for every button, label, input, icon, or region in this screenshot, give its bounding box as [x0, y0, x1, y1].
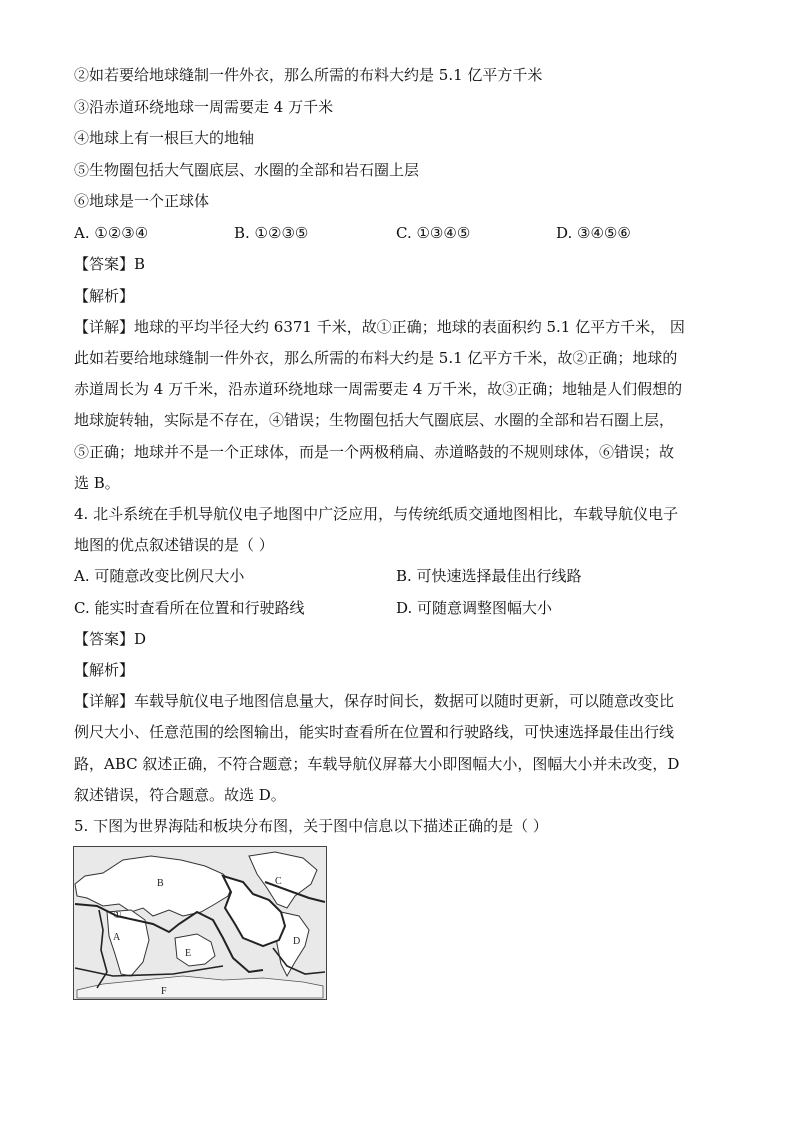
q4-option-d: D. 可随意调整图幅大小 — [396, 599, 553, 617]
q3-detail-line-2: 此如若要给地球缝制一件外衣，那么所需的布料大约是 5.1 亿平方千米，故②正确；地球的 — [74, 349, 678, 367]
map-label-e: E — [185, 948, 192, 959]
q4-answer: 【答案】D — [74, 630, 147, 648]
q3-answer: 【答案】B — [74, 255, 146, 273]
q4-detail-line-2: 例尺大小、任意范围的绘图输出，能实时查看所在位置和行驶路线，可快速选择最佳出行线 — [74, 723, 675, 741]
q3-option-c: C. ①③④⑤ — [396, 224, 471, 242]
world-plate-map — [73, 846, 327, 1000]
map-label-a: A — [113, 932, 121, 943]
q3-detail-line-3: 赤道周长为 4 万千米，沿赤道环绕地球一周需要走 4 万千米，故③正确；地轴是人们假想的 — [74, 380, 683, 398]
map-label-c: C — [275, 876, 282, 887]
q3-option-a: A. ①②③④ — [74, 224, 149, 242]
q3-detail-line-1: 【详解】地球的平均半径大约 6371 千米，故①正确；地球的表面积约 5.1 亿平方千米， 因 — [74, 318, 685, 336]
q4-stem-line-1: 4. 北斗系统在手机导航仪电子地图中广泛应用，与传统纸质交通地图相比，车载导航仪电子 — [74, 505, 679, 523]
q5-stem: 5. 下图为世界海陆和板块分布图，关于图中信息以下描述正确的是（ ） — [74, 817, 548, 835]
q4-option-a: A. 可随意改变比例尺大小 — [74, 567, 245, 585]
statement-3: ③沿赤道环绕地球一周需要走 4 万千米 — [74, 98, 334, 116]
map-label-circled-1: ① — [113, 910, 122, 921]
q4-option-b: B. 可快速选择最佳出行线路 — [396, 567, 582, 585]
q4-detail-line-4: 叙述错误，符合题意。故选 D。 — [74, 786, 286, 804]
statement-6: ⑥地球是一个正球体 — [74, 192, 210, 210]
statement-5: ⑤生物圈包括大气圈底层、水圈的全部和岩石圈上层 — [74, 161, 420, 179]
q4-detail-line-1: 【详解】车载导航仪电子地图信息量大，保存时间长，数据可以随时更新，可以随意改变比 — [74, 692, 675, 710]
q3-option-b: B. ①②③⑤ — [234, 224, 309, 242]
q4-option-c: C. 能实时查看所在位置和行驶路线 — [74, 599, 305, 617]
statement-4: ④地球上有一根巨大的地轴 — [74, 129, 255, 147]
q3-detail-line-4: 地球旋转轴，实际是不存在，④错误；生物圈包括大气圈底层、水圈的全部和岩石圈上层， — [74, 411, 675, 429]
q4-analysis-label: 【解析】 — [74, 661, 135, 679]
q3-detail-line-5: ⑤正确；地球并不是一个正球体，而是一个两极稍扁、赤道略鼓的不规则球体，⑥错误；故 — [74, 443, 675, 461]
map-label-b: B — [157, 878, 164, 889]
q3-option-d: D. ③④⑤⑥ — [556, 224, 631, 242]
map-label-f: F — [161, 986, 167, 997]
q4-stem-line-2: 地图的优点叙述错误的是（ ） — [74, 536, 274, 554]
map-label-d: D — [293, 936, 301, 947]
q4-detail-line-3: 路，ABC 叙述正确，不符合题意；车载导航仪屏幕大小即图幅大小，图幅大小并未改变，D — [74, 755, 680, 773]
statement-2: ②如若要给地球缝制一件外衣，那么所需的布料大约是 5.1 亿平方千米 — [74, 66, 543, 84]
q3-detail-line-6: 选 B。 — [74, 474, 120, 492]
q3-analysis-label: 【解析】 — [74, 287, 135, 305]
